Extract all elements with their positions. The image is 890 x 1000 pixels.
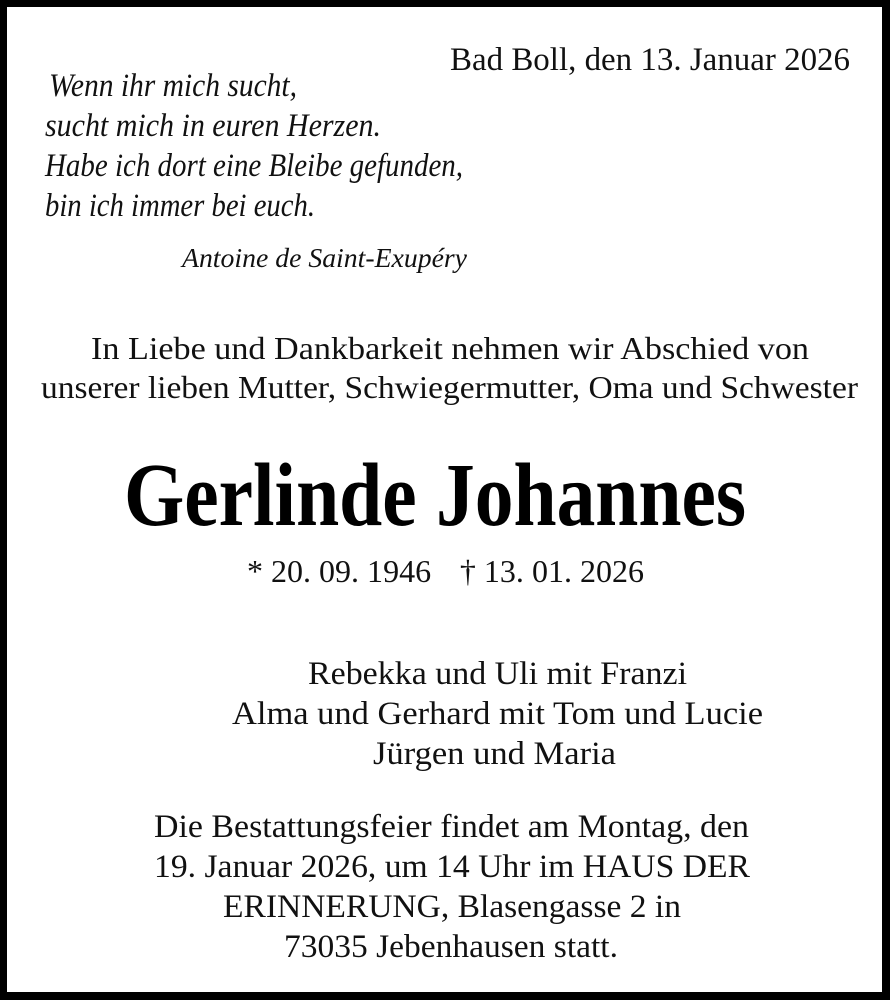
funeral-line-4: 73035 Jebenhausen statt. xyxy=(284,929,618,966)
death-cross-icon: † xyxy=(459,553,476,590)
quote-line-1: Wenn ihr mich sucht, xyxy=(49,68,298,105)
family-line-2: Alma und Gerhard mit Tom und Lucie xyxy=(232,696,764,733)
life-dates xyxy=(247,553,644,590)
place-date: Bad Boll, den 13. Januar 2026 xyxy=(450,42,851,79)
quote-line-2: sucht mich in euren Herzen. xyxy=(45,108,381,145)
death-date: 13. 01. 2026 xyxy=(483,553,644,590)
deceased-name: Gerlinde Johannes xyxy=(124,446,747,546)
intro-line-2: unserer lieben Mutter, Schwiegermutter, Oma und Schwester xyxy=(41,369,858,406)
quote-line-4: bin ich immer bei euch. xyxy=(45,188,316,225)
quote-author: Antoine de Saint-Exupéry xyxy=(182,243,467,274)
quote-line-3: Habe ich dort eine Bleibe gefunden, xyxy=(45,148,464,185)
funeral-line-1: Die Bestattungsfeier findet am Montag, den xyxy=(154,809,749,846)
funeral-line-3: ERINNERUNG, Blasengasse 2 in xyxy=(223,889,681,926)
birth-date: 20. 09. 1946 xyxy=(271,553,432,590)
birth-symbol: * xyxy=(247,553,264,590)
funeral-line-2: 19. Januar 2026, um 14 Uhr im HAUS DER xyxy=(154,849,750,886)
family-line-1: Rebekka und Uli mit Franzi xyxy=(308,656,688,693)
family-line-3: Jürgen und Maria xyxy=(373,736,617,773)
intro-line-1: In Liebe und Dankbarkeit nehmen wir Abschied von xyxy=(91,330,809,367)
